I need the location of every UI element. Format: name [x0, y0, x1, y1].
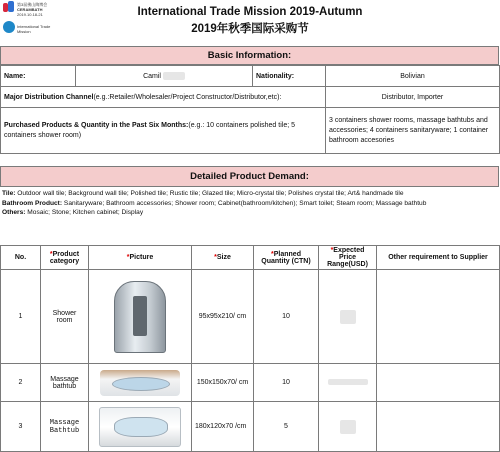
logo-date: 2019.10.18-21 — [17, 12, 43, 17]
table-row — [1, 270, 500, 364]
row-picture — [89, 270, 192, 364]
col-category — [41, 246, 89, 270]
purchased-label: Purchased Products & Quantity in the Past Six Months: — [4, 121, 189, 129]
row-size: 150x150x70/ cm — [192, 364, 254, 402]
col-no: No. — [1, 246, 41, 270]
bathroom-label: Bathroom Product: — [2, 199, 63, 207]
col-size — [192, 246, 254, 270]
redacted-price — [340, 420, 356, 434]
basic-info-table — [0, 65, 500, 154]
col-picture-label: Picture — [129, 254, 154, 261]
page-title: International Trade Mission 2019-Autumn — [137, 6, 363, 18]
channel-label-cell — [1, 87, 326, 108]
row-other — [377, 364, 500, 402]
name-label: Name: — [1, 66, 76, 87]
product-demand-header: Detailed Product Demand: — [0, 166, 499, 187]
purchased-value: 3 containers shower rooms, massage bathtubs and accessories; 4 containers sanitaryware; 1 container bathroom accesories — [326, 108, 500, 154]
logo-text-en: CERAMBATH — [17, 7, 43, 12]
table-row — [1, 402, 500, 452]
basic-info-header: Basic Information: — [0, 46, 499, 65]
col-price-label: Expected Price Range(USD) — [327, 247, 368, 268]
col-category-label: Product category — [49, 250, 80, 265]
row-quantity: 10 — [254, 270, 319, 364]
required-star: * — [214, 254, 217, 261]
row-other — [377, 402, 500, 452]
product-demand-text — [2, 189, 499, 218]
logo-text-cn: 第3届佛山陶博会 — [17, 2, 48, 7]
bathroom-text: Sanitaryware; Bathroom accessories; Shower room; Cabinet(bathroom/kitchen); Smart toilet; Steam room; Massage bathtub — [63, 199, 427, 207]
row-price — [319, 270, 377, 364]
table-row — [1, 364, 500, 402]
row-category: Massage bathtub — [41, 364, 89, 402]
name-text: Camil — [143, 72, 161, 80]
others-label: Others: — [2, 209, 26, 216]
col-price — [319, 246, 377, 270]
tile-line — [2, 189, 499, 199]
required-star: * — [271, 250, 274, 258]
shower-room-photo — [114, 281, 166, 353]
row-price — [319, 402, 377, 452]
row-quantity: 10 — [254, 364, 319, 402]
row-price — [319, 364, 377, 402]
page-title-cn: 2019年秋季国际采购节 — [191, 23, 309, 35]
redacted-name — [163, 72, 185, 80]
massage-bathtub-photo — [100, 370, 180, 396]
channel-hint: (e.g.:Retailer/Wholesaler/Project Constructor/Distributor,etc): — [93, 93, 282, 101]
channel-value: Distributor, Importer — [326, 87, 500, 108]
row-quantity: 5 — [254, 402, 319, 452]
logo2-text: International Trade Mission — [17, 24, 51, 34]
row-size: 180x120x70 /cm — [192, 402, 254, 452]
row-category: Shower room — [41, 270, 89, 364]
col-other: Other requirement to Supplier — [377, 246, 500, 270]
name-value — [76, 66, 253, 87]
required-star: * — [49, 250, 53, 258]
row-category: Massage Bathtub — [41, 402, 89, 452]
col-picture — [89, 246, 192, 270]
purchased-label-cell — [1, 108, 326, 154]
required-star: * — [330, 247, 334, 254]
row-picture — [89, 364, 192, 402]
massage-bathtub-photo-2 — [99, 407, 181, 447]
tile-text: Outdoor wall tile; Background wall tile; Polished tile; Rustic tile; Glazed tile; Micro-crystal tile; Polishes crystal tile; Art& handmade tile — [17, 190, 404, 197]
nationality-value: Bolivian — [326, 66, 500, 87]
required-star: * — [126, 254, 130, 261]
col-quantity-label: Planned Quantity (CTN) — [261, 250, 311, 265]
channel-label: Major Distribution Channel — [4, 93, 94, 101]
purchased-hint: (e.g.: 10 containers polished tile; 5 containers shower room) — [4, 121, 295, 139]
row-no: 3 — [1, 402, 41, 452]
redacted-price — [328, 379, 368, 385]
others-text: Mosaic; Stone; Kitchen cabinet; Display — [27, 209, 144, 216]
product-table — [0, 245, 500, 452]
bathroom-line — [2, 199, 499, 209]
row-other — [377, 270, 500, 364]
others-line — [2, 208, 499, 218]
nationality-label: Nationality: — [253, 66, 326, 87]
row-no: 1 — [1, 270, 41, 364]
redacted-price — [340, 310, 356, 324]
row-no: 2 — [1, 364, 41, 402]
tile-label: Tile: — [2, 190, 16, 197]
col-quantity — [254, 246, 319, 270]
row-picture — [89, 402, 192, 452]
row-size: 95x95x210/ cm — [192, 270, 254, 364]
col-size-label: Size — [216, 254, 231, 261]
